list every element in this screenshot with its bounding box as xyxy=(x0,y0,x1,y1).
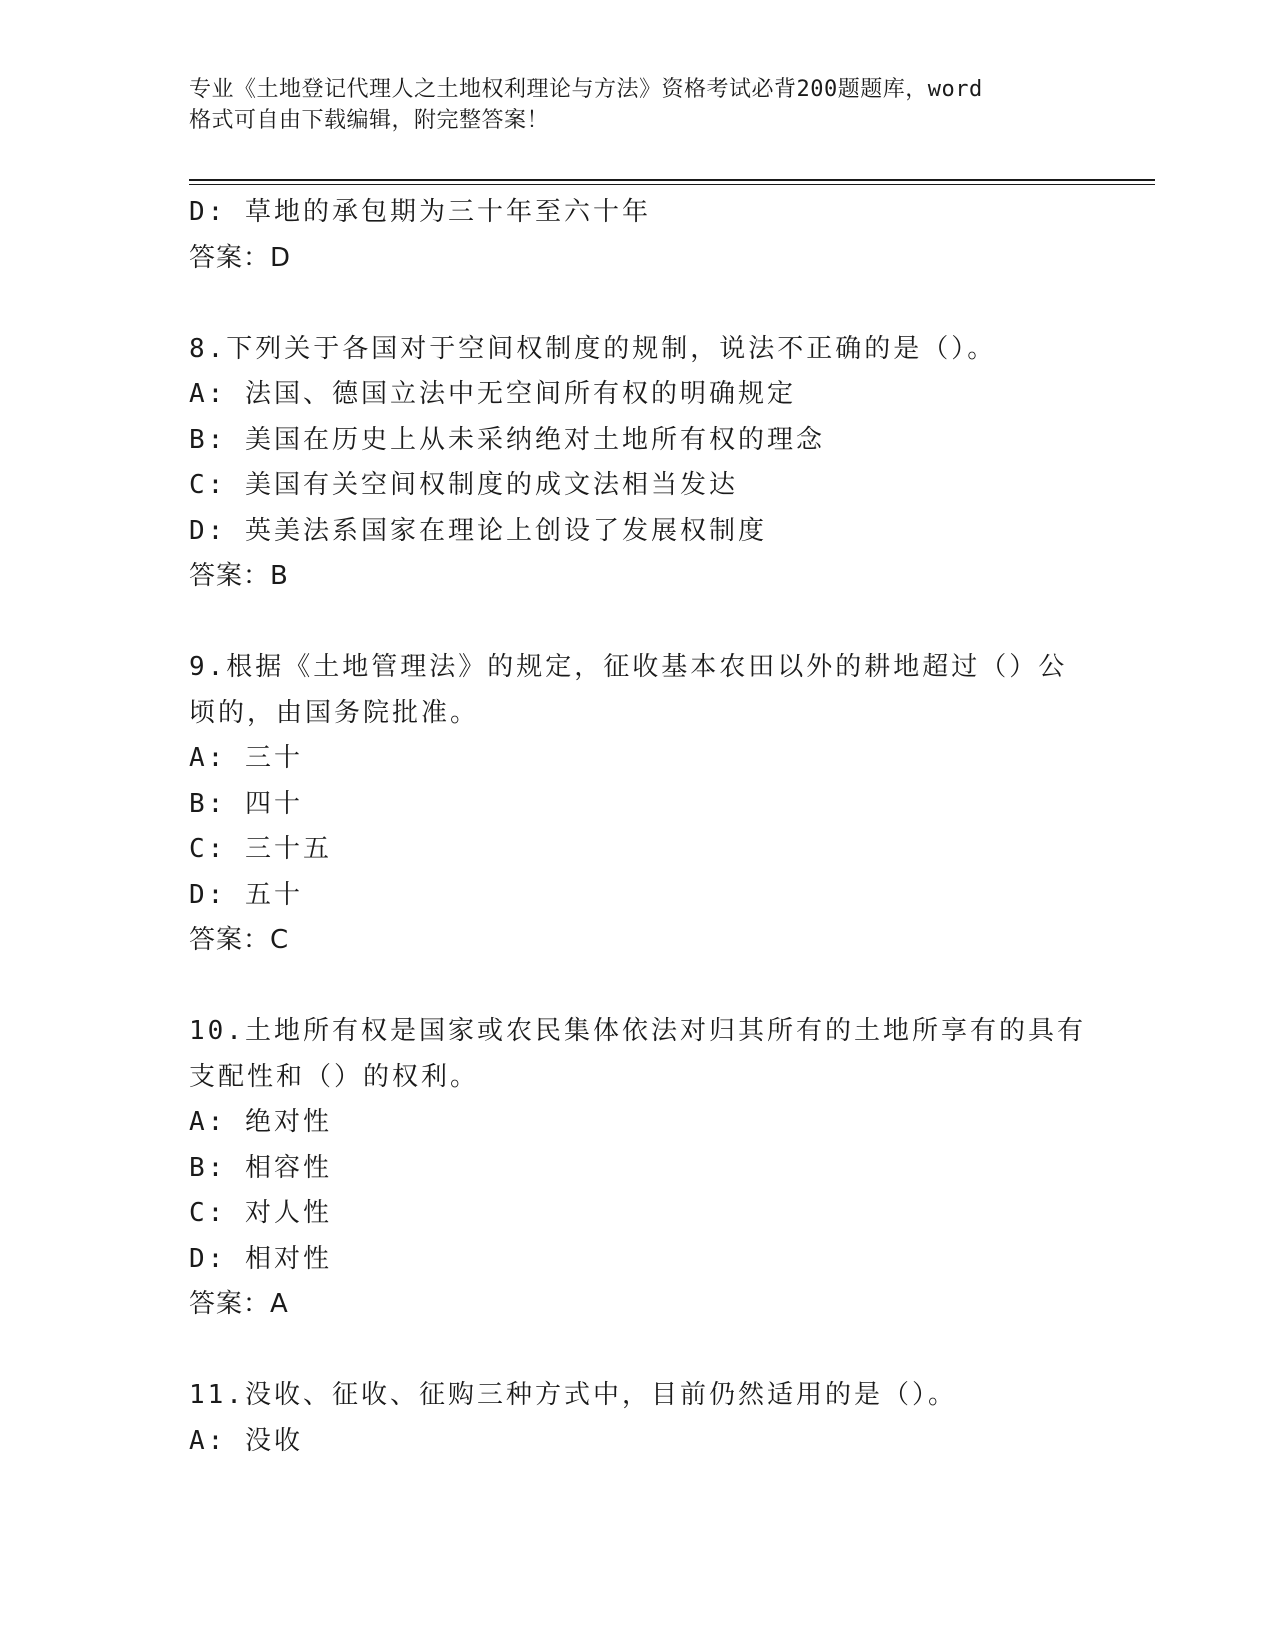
question-11 xyxy=(189,1373,1089,1464)
question-text-line-1: 9.根据《土地管理法》的规定，征收基本农田以外的耕地超过（）公 xyxy=(189,652,1068,682)
option-d: D: 五十 xyxy=(189,879,303,910)
question-text: 11.没收、征收、征购三种方式中，目前仍然适用的是（）。 xyxy=(189,1380,957,1410)
question-8 xyxy=(189,327,1089,600)
option-d: D: 英美法系国家在理论上创设了发展权制度 xyxy=(189,515,767,546)
option-d: D: 相对性 xyxy=(189,1243,332,1274)
question-9 xyxy=(189,645,1089,964)
option-d: D: 草地的承包期为三十年至六十年 xyxy=(189,197,651,227)
question-text: 8.下列关于各国对于空间权制度的规制，说法不正确的是（）。 xyxy=(189,333,997,364)
header-line-1: 专业《土地登记代理人之土地权利理论与方法》资格考试必背200题题库，word xyxy=(189,77,983,102)
answer-line: 答案：B xyxy=(189,561,289,591)
option-a: A: 绝对性 xyxy=(189,1107,332,1137)
option-b: B: 四十 xyxy=(189,788,303,819)
option-a: A: 没收 xyxy=(189,1425,303,1456)
option-c: C: 美国有关空间权制度的成文法相当发达 xyxy=(189,470,738,500)
document-header xyxy=(189,74,1069,136)
option-b: B: 相容性 xyxy=(189,1152,332,1183)
answer-line: 答案：C xyxy=(189,925,290,955)
option-a: A: 法国、德国立法中无空间所有权的明确规定 xyxy=(189,379,796,409)
option-b: B: 美国在历史上从未采纳绝对土地所有权的理念 xyxy=(189,424,825,455)
header-divider-thick xyxy=(189,179,1155,181)
header-divider-thin xyxy=(189,184,1155,185)
previous-question-tail xyxy=(189,190,1089,281)
question-text-line-2: 支配性和（）的权利。 xyxy=(189,1061,480,1092)
answer-line: 答案：A xyxy=(189,1289,289,1319)
question-10 xyxy=(189,1009,1089,1328)
option-c: C: 三十五 xyxy=(189,834,332,864)
option-a: A: 三十 xyxy=(189,743,303,773)
option-c: C: 对人性 xyxy=(189,1198,332,1228)
answer-line: 答案：D xyxy=(189,242,292,273)
question-text-line-1: 10.土地所有权是国家或农民集体依法对归其所有的土地所享有的具有 xyxy=(189,1016,1086,1046)
question-list xyxy=(189,190,1089,1464)
header-line-2: 格式可自由下载编辑，附完整答案！ xyxy=(189,108,550,133)
question-text-line-2: 顷的，由国务院批准。 xyxy=(189,697,480,728)
